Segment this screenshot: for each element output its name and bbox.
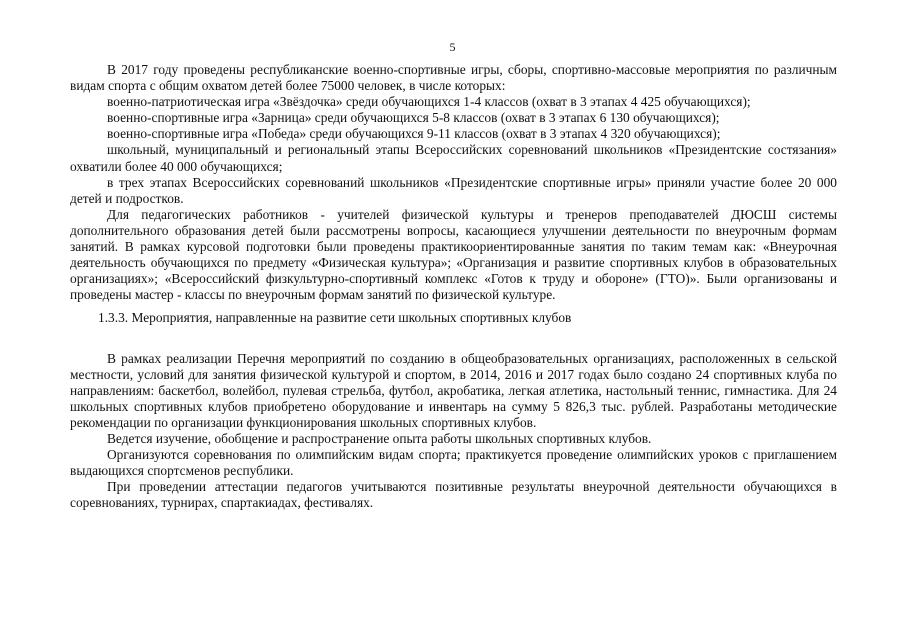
paragraph-attestation: При проведении аттестации педагогов учитываются позитивные результаты внеурочной деятельности обучающихся в соревнованиях, турнирах, спартакиадах, фестивалях. <box>70 479 837 511</box>
list-item-pobeda: военно-спортивные игра «Победа» среди обучающихся 9-11 классов (охват в 3 этапах 4 320 обучающихся); <box>107 126 721 142</box>
list-item-zvezdochka: военно-патриотическая игра «Звёздочка» среди обучающихся 1-4 классов (охват в 3 этапах 4 425 обучающихся); <box>107 94 751 110</box>
paragraph-olympic-competitions: Организуются соревнования по олимпийским видам спорта; практикуется проведение олимпийских уроков с приглашением выдающихся спортсменов республики. <box>70 447 837 479</box>
section-heading: 1.3.3. Мероприятия, направленные на развитие сети школьных спортивных клубов <box>98 310 572 326</box>
list-item-presidential-contests: школьный, муниципальный и региональный этапы Всероссийских соревнований школьников «Президентские состязания» охватили более 40 000 обучающихся; <box>70 142 837 174</box>
paragraph-intro: В 2017 году проведены республиканские военно-спортивные игры, сборы, спортивно-массовые мероприятия по различным видам спорта с общим охватом детей более 75000 человек, в числе которых: <box>70 62 837 94</box>
page-number: 5 <box>449 40 456 54</box>
paragraph-sports-clubs: В рамках реализации Перечня мероприятий по созданию в общеобразовательных организациях, расположенных в сельской местности, условий для занятия физической культурой и спортом, в 2014, 2016 и 2017 годах было создано 24 спортивных клуба по направлениям: баскетбол, волейбол, пулевая стрельба, футбол, акробатика, легкая атлетика, настольный теннис, гимнастика. Для 24 школьных спортивных клубов приобретено оборудование и инвентарь на сумму 5 826,3 тыс. рублей. Разработаны методические рекомендации по организации функционирования школьных спортивных клубов. <box>70 350 837 430</box>
paragraph-teachers: Для педагогических работников - учителей физической культуры и тренеров преподавателей ДЮСШ системы дополнительного образования детей были рассмотрены вопросы, касающиеся улучшении деятельности по внеурочным формам занятий. В рамках курсовой подготовки были проведены практикоориентированные занятия по таким темам как: «Внеурочная деятельность обучающихся по предмету «Физическая культура»; «Организация и развитие спортивных клубов в образовательных организациях»; «Всероссийский физкультурно-спортивный комплекс «Готов к труду и обороне» (ГТО)». Были организованы и проведены мастер - классы по внеурочным формам занятий по физической культуре. <box>70 206 837 303</box>
document-body <box>70 62 837 511</box>
list-item-presidential-games: в трех этапах Всероссийских соревнований школьников «Президентские спортивные игры» приняли участие более 20 000 детей и подростков. <box>70 174 837 206</box>
list-item-zarnitsa: военно-спортивные игра «Зарница» среди обучающихся 5-8 классов (охват в 3 этапах 6 130 обучающихся); <box>107 110 720 126</box>
paragraph-experience: Ведется изучение, обобщение и распространение опыта работы школьных спортивных клубов. <box>107 430 652 446</box>
